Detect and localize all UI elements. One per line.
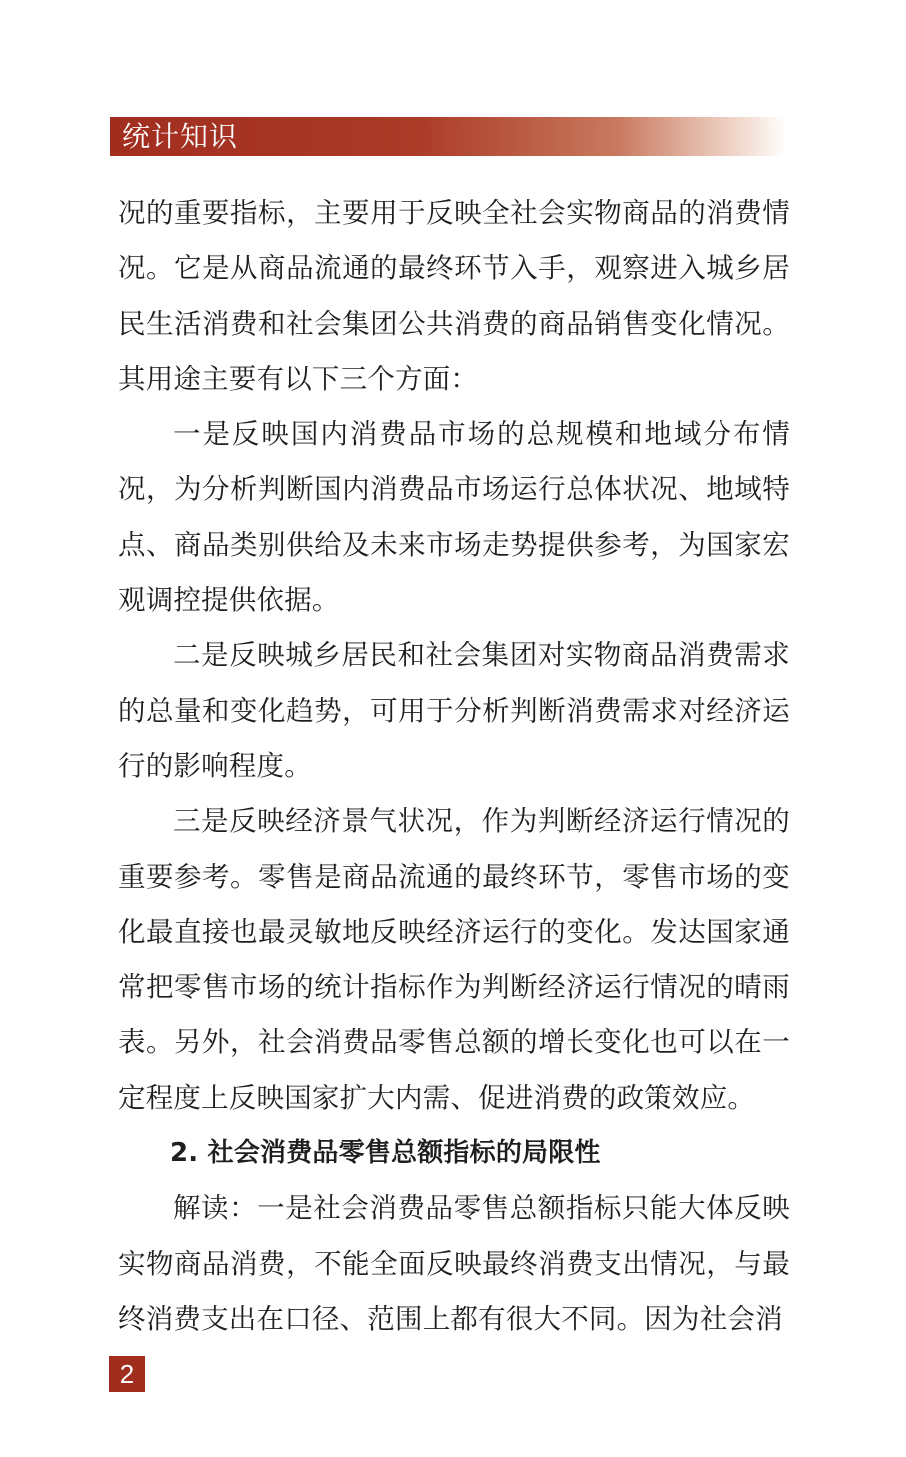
paragraph-use-three: 三是反映经济景气状况，作为判断经济运行情况的重要参考。零售是商品流通的最终环节，零售市场的变化最直接也最灵敏地反映经济运行的变化。发达国家通常把零售市场的统计指标作为判断经济运行情况的晴雨表。另外，社会消费品零售总额的增长变化也可以在一定程度上反映国家扩大内需、促进消费的政策效应。	[118, 805, 790, 1114]
section-title: 统计知识	[122, 120, 239, 153]
page-number-badge: 2	[109, 1356, 145, 1392]
paragraph-continued: 况的重要指标，主要用于反映全社会实物商品的消费情况。它是从商品流通的最终环节入手，观察进入城乡居民生活消费和社会集团公共消费的商品销售变化情况。其用途主要有以下三个方面：	[118, 197, 790, 395]
paragraph-use-one: 一是反映国内消费品市场的总规模和地域分布情况，为分析判断国内消费品市场运行总体状况、地域特点、商品类别供给及未来市场走势提供参考，为国家宏观调控提供依据。	[118, 418, 790, 617]
paragraph-interpretation: 解读：一是社会消费品零售总额指标只能大体反映实物商品消费，不能全面反映最终消费支出情况，与最终消费支出在口径、范围上都有很大不同。因为社会消	[118, 1192, 790, 1335]
subsection-heading: 2. 社会消费品零售总额指标的局限性	[170, 1138, 601, 1169]
section-header-bar	[110, 117, 786, 156]
paragraph-use-two: 二是反映城乡居民和社会集团对实物商品消费需求的总量和变化趋势，可用于分析判断消费需求对经济运行的影响程度。	[118, 639, 790, 782]
body-text	[118, 186, 790, 1347]
